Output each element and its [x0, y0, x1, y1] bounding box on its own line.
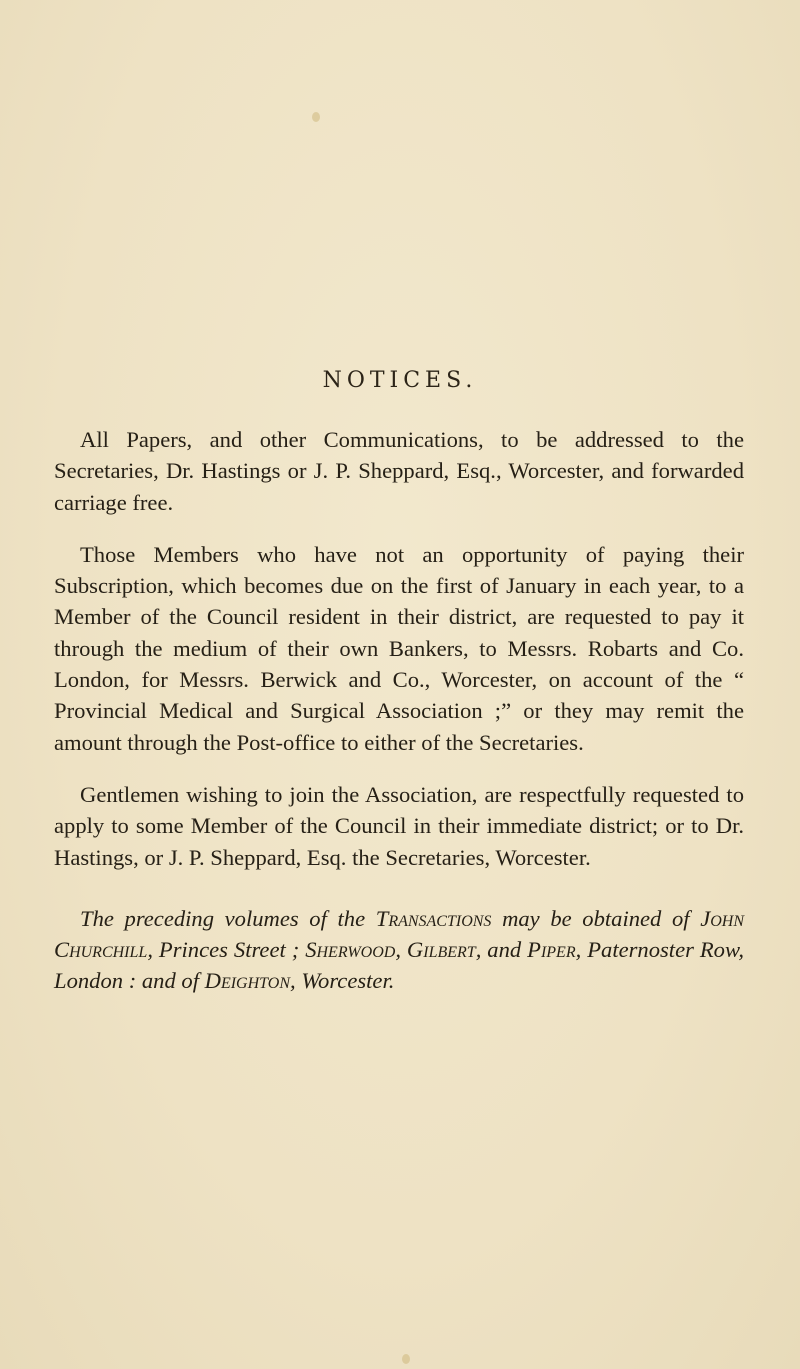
notice-text: The preceding volumes of the — [80, 905, 376, 931]
paragraph-membership: Gentlemen wishing to join the Association, are respectfully requested to apply to some Member of the Council in their immediate district; or to Dr. Hastings, or J. P. Sheppard, Esq. the Secretaries, Worcester. — [54, 781, 744, 870]
paragraph-volumes — [54, 903, 744, 997]
notice-body — [54, 424, 744, 1018]
page-heading: NOTICES. — [322, 368, 478, 393]
paper-spot — [402, 1354, 410, 1364]
paragraph-subscription: Those Members who have not an opportunity of paying their Subscription, which becomes due on the first of January in each year, to a Member of the Council resident in their district, are requested to pay it through the medium of their own Bankers, to Messrs. Robarts and Co. London, for Messrs. Berwick and Co., Worcester, on account of the “ Provincial Medical and Surgical Association ;” or they may remit the amount through the Post-office to either of the Secretaries. — [54, 541, 744, 755]
notice-publisher-deighton: Deighton — [204, 968, 291, 994]
paragraph-addressing: All Papers, and other Communications, to be addressed to the Secretaries, Dr. Hastings or J. P. Sheppard, Esq., Worcester, and forwarded carriage free. — [54, 427, 744, 515]
notice-text: , Princes Street ; — [147, 937, 306, 963]
notice-transactions: Transactions — [375, 905, 492, 931]
notice-publisher-piper: Piper — [527, 937, 576, 963]
notice-text: may be obtained of — [491, 905, 701, 931]
paper-spot — [312, 112, 320, 122]
notice-publisher-sherwood: Sherwood — [305, 937, 396, 963]
notice-text: , — [395, 937, 407, 963]
notice-text: , and — [475, 937, 528, 963]
notice-text: , Paternoster Row, London : and of — [54, 937, 744, 994]
notice-publisher-gilbert: Gilbert — [406, 937, 476, 963]
notice-publisher-churchill: John Churchill — [54, 905, 744, 963]
notice-text: , Worcester. — [290, 968, 395, 994]
